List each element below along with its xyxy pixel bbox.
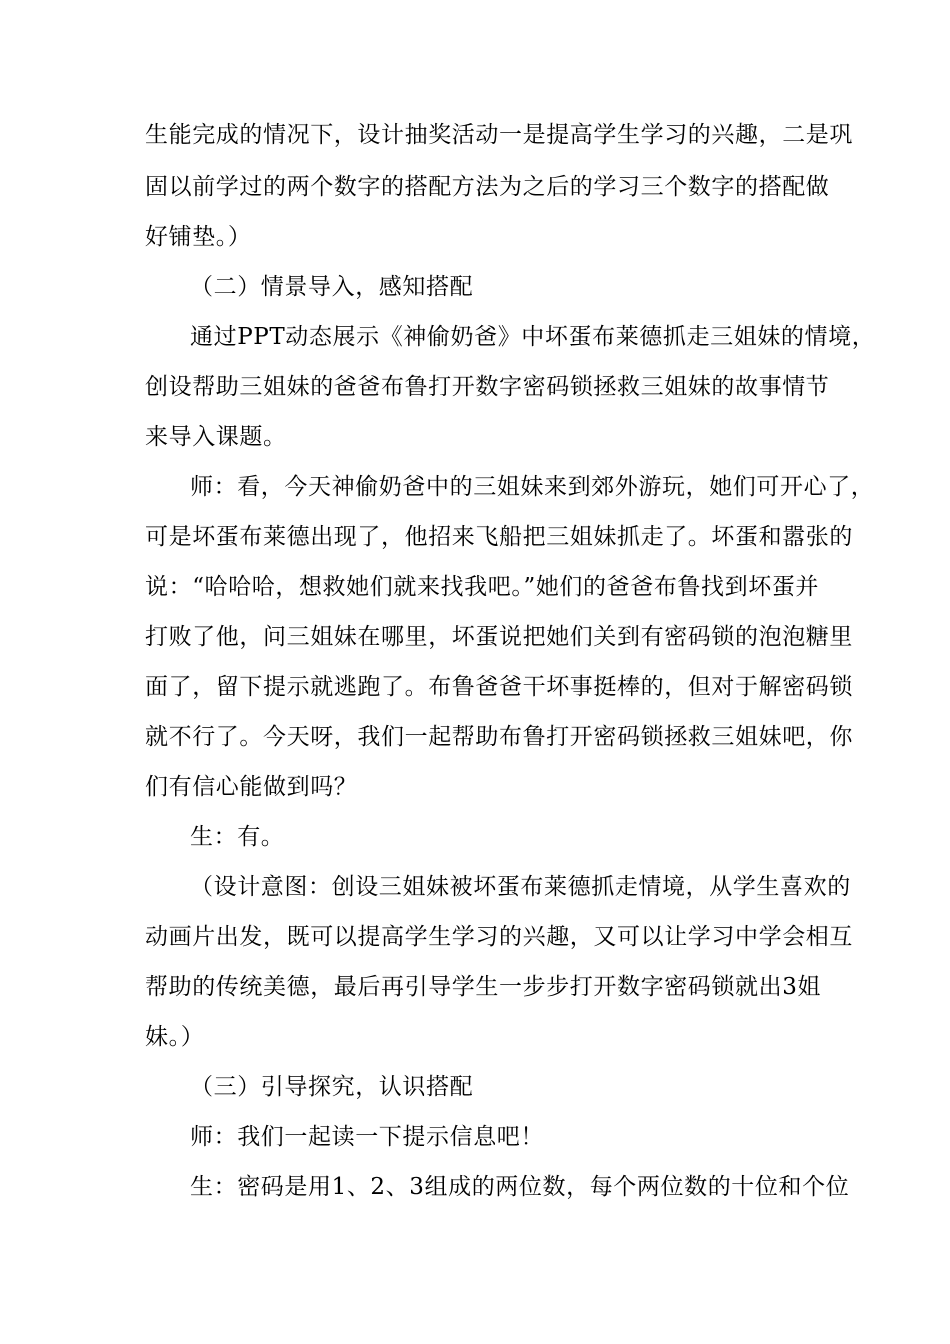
paragraph-line: 打败了他，问三姐妹在哪里，坏蛋说把她们关到有密码锁的泡泡糖里 xyxy=(145,624,853,650)
section-heading: （二）情景导入，感知搭配 xyxy=(190,274,474,300)
paragraph-line: 妹。） xyxy=(145,1024,205,1050)
section-heading: （三）引导探究，认识搭配 xyxy=(190,1074,474,1100)
paragraph-line: 来导入课题。 xyxy=(145,424,287,450)
paragraph-line: 面了，留下提示就逃跑了。布鲁爸爸干坏事挺棒的，但对于解密码锁 xyxy=(145,674,853,700)
paragraph-line: 固以前学过的两个数字的搭配方法为之后的学习三个数字的搭配做 xyxy=(145,174,830,200)
paragraph-line: 可是坏蛋布莱德出现了，他招来飞船把三姐妹抓走了。坏蛋和嚣张的 xyxy=(145,524,853,550)
paragraph-line: 生能完成的情况下，设计抽奖活动一是提高学生学习的兴趣，二是巩 xyxy=(145,122,853,148)
paragraph-line: 就不行了。今天呀，我们一起帮助布鲁打开密码锁拯救三姐妹吧，你 xyxy=(145,724,853,750)
paragraph-line: 师：我们一起读一下提示信息吧！ xyxy=(190,1124,544,1150)
paragraph-line: （设计意图：创设三姐妹被坏蛋布莱德抓走情境，从学生喜欢的 xyxy=(190,874,851,900)
paragraph-line: 师：看，今天神偷奶爸中的三姐妹来到郊外游玩，她们可开心了， xyxy=(190,474,875,500)
paragraph-line: 动画片出发，既可以提高学生学习的兴趣，又可以让学习中学会相互 xyxy=(145,924,853,950)
paragraph-line: 帮助的传统美德，最后再引导学生一步步打开数字密码锁就出3姐 xyxy=(145,974,822,1000)
paragraph-line: 通过PPT动态展示《神偷奶爸》中坏蛋布莱德抓走三姐妹的情境， xyxy=(190,324,876,350)
paragraph-line: 生：有。 xyxy=(190,824,285,850)
paragraph-line: 创设帮助三姐妹的爸爸布鲁打开数字密码锁拯救三姐妹的故事情节 xyxy=(145,374,830,400)
paragraph-line: 们有信心能做到吗？ xyxy=(145,774,358,800)
paragraph-line: 好铺垫。） xyxy=(145,224,252,250)
paragraph-line: 生：密码是用1、2、3组成的两位数，每个两位数的十位和个位 xyxy=(190,1174,850,1200)
paragraph-line: 说：“哈哈哈，想救她们就来找我吧。”她们的爸爸布鲁找到坏蛋并 xyxy=(145,574,820,600)
